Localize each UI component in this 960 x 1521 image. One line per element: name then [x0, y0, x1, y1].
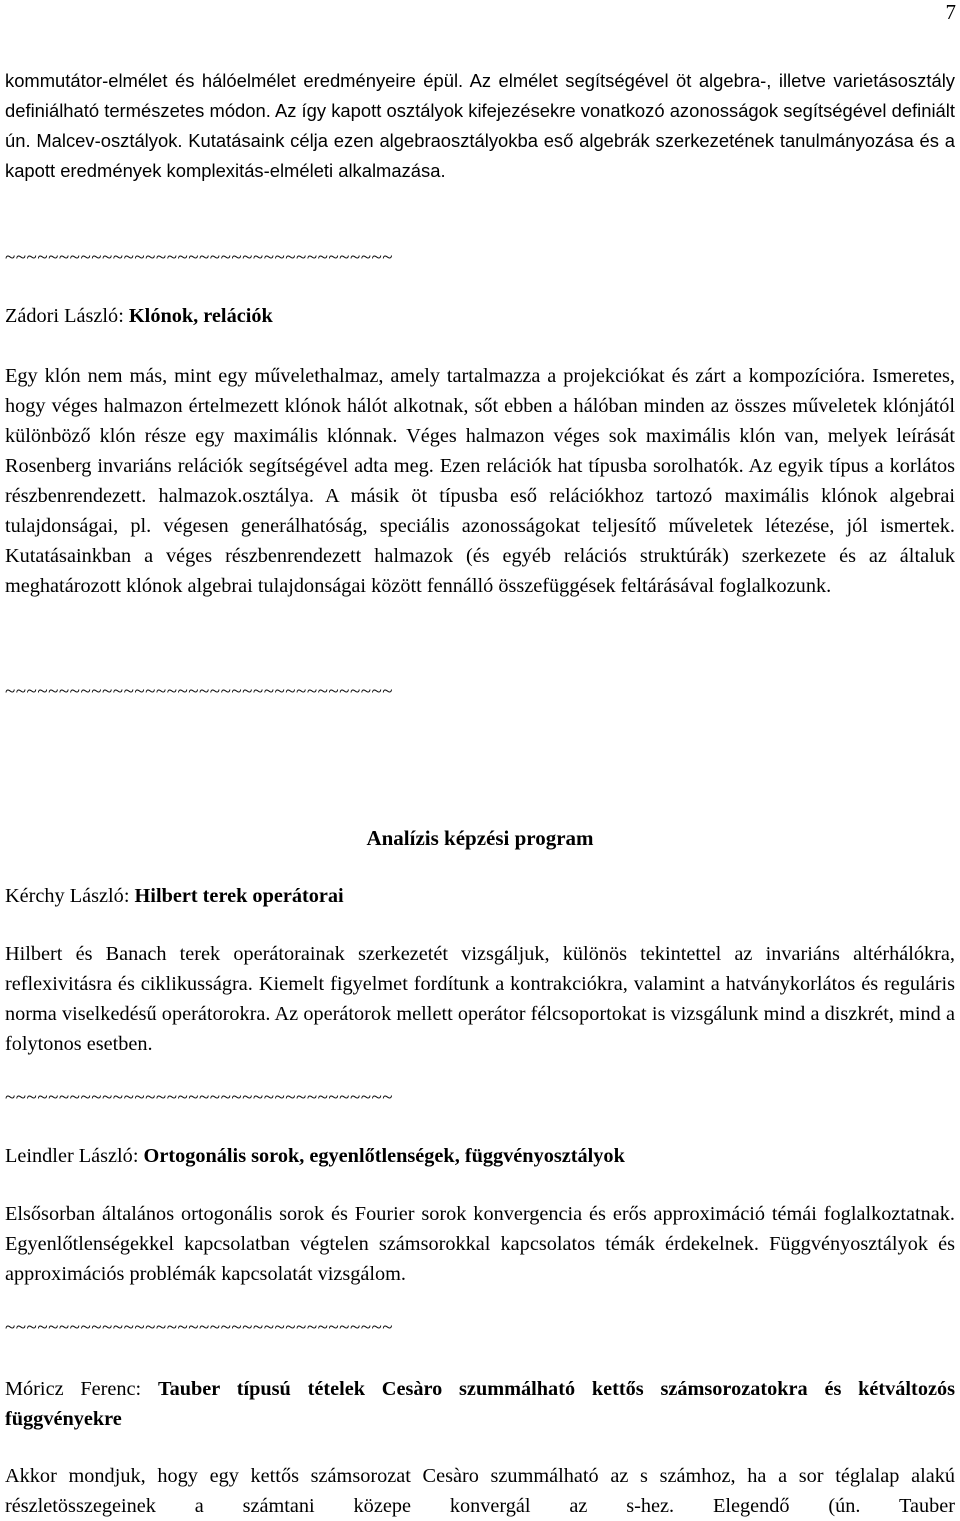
separator: ~~~~~~~~~~~~~~~~~~~~~~~~~~~~~~~~~~~~	[5, 1317, 394, 1338]
entry-body-moricz: Akkor mondjuk, hogy egy kettős számsorozat Cesàro szummálható az s számhoz, ha a sor téglalap alakú részletösszegeinek a számtani közepe konvergál az s-hez. Elegendő (ún. Tauber	[5, 1465, 955, 1517]
separator: ~~~~~~~~~~~~~~~~~~~~~~~~~~~~~~~~~~~~	[5, 1087, 394, 1108]
entry-body-leindler: Elsősorban általános ortogonális sorok és Fourier sorok konvergencia és erős approximáció témái foglalkoztatnak. Egyenlőtlenségekkel kapcsolatban végtelen számsorokkal kapcsolatos témák érdekelnek. Függvényosztályok és approximációs problémák kapcsolatát vizsgálom.	[5, 1203, 955, 1285]
separator: ~~~~~~~~~~~~~~~~~~~~~~~~~~~~~~~~~~~~	[5, 681, 394, 702]
entry-title: Tauber típusú tételek Cesàro szummálható kettős számsorozatokra és kétváltozós függvényekre	[5, 1378, 955, 1430]
entry-title: Ortogonális sorok, egyenlőtlenségek, függvényosztályok	[143, 1145, 625, 1167]
author-name: Kérchy László:	[5, 885, 135, 907]
entry-heading-moricz	[5, 1374, 955, 1434]
author-name: Zádori László:	[5, 305, 129, 327]
entry-body-zadori: Egy klón nem más, mint egy művelethalmaz, amely tartalmazza a projekciókat és zárt a kompozícióra. Ismeretes, hogy véges halmazon értelmezett klónok hálót alkotnak, sőt ebben a hálóban minden az összes műveletek klónjától különböző klón része egy maximális klónnak. Véges halmazon véges sok maximális klón van, melyek leírását Rosenberg invariáns relációk segítségével adta meg. Ezen relációk hat típusba sorolhatók. Az egyik típus a korlátos részbenrendezett. halmazok.osztálya. A másik öt típusba eső relációkhoz tartozó maximális klónok algebrai tulajdonságai, pl. végesen generálhatóság, speciális azonosságokat teljesítő műveletek létezése, jól ismertek. Kutatásainkban a véges részbenrendezett halmazok (és egyéb relációs struktúrák) szerkezete és az általuk meghatározott klónok algebrai tulajdonságai között fennálló összefüggések feltárásával foglalkozunk.	[5, 365, 955, 597]
page-number: 7	[945, 0, 956, 24]
entry-heading-zadori	[5, 301, 273, 331]
entry-heading-kerchy	[5, 881, 344, 911]
intro-paragraph: kommutátor-elmélet és hálóelmélet eredményeire épül. Az elmélet segítségével öt algebra-, illetve varietásosztály definiálható természetes módon. Az így kapott osztályok kifejezésekre vonatkozó azonosságok segítségével definiált ún. Malcev-osztályok. Kutatásaink célja ezen algebraosztályokba eső algebrák szerkezetének tanulmányozása és a kapott eredmények komplexitás-elméleti alkalmazása.	[5, 70, 955, 181]
entry-body-kerchy: Hilbert és Banach terek operátorainak szerkezetét vizsgáljuk, különös tekintettel az invariáns altérhálókra, reflexivitásra és ciklikusságra. Kiemelt figyelmet fordítunk a kontrakciókra, valamint a hatványkorlátos és reguláris norma viselkedésű operátorokra. Az operátorok mellett operátor félcsoportokat is vizsgálunk mind a diszkrét, mind a folytonos esetben.	[5, 943, 955, 1055]
entry-title: Klónok, relációk	[128, 305, 273, 327]
entry-title: Hilbert terek operátorai	[134, 885, 344, 907]
author-name: Móricz Ferenc:	[5, 1378, 158, 1400]
section-title: Analízis képzési program	[366, 826, 594, 850]
author-name: Leindler László:	[5, 1145, 144, 1167]
separator: ~~~~~~~~~~~~~~~~~~~~~~~~~~~~~~~~~~~~	[5, 247, 394, 268]
entry-heading-leindler	[5, 1141, 625, 1171]
